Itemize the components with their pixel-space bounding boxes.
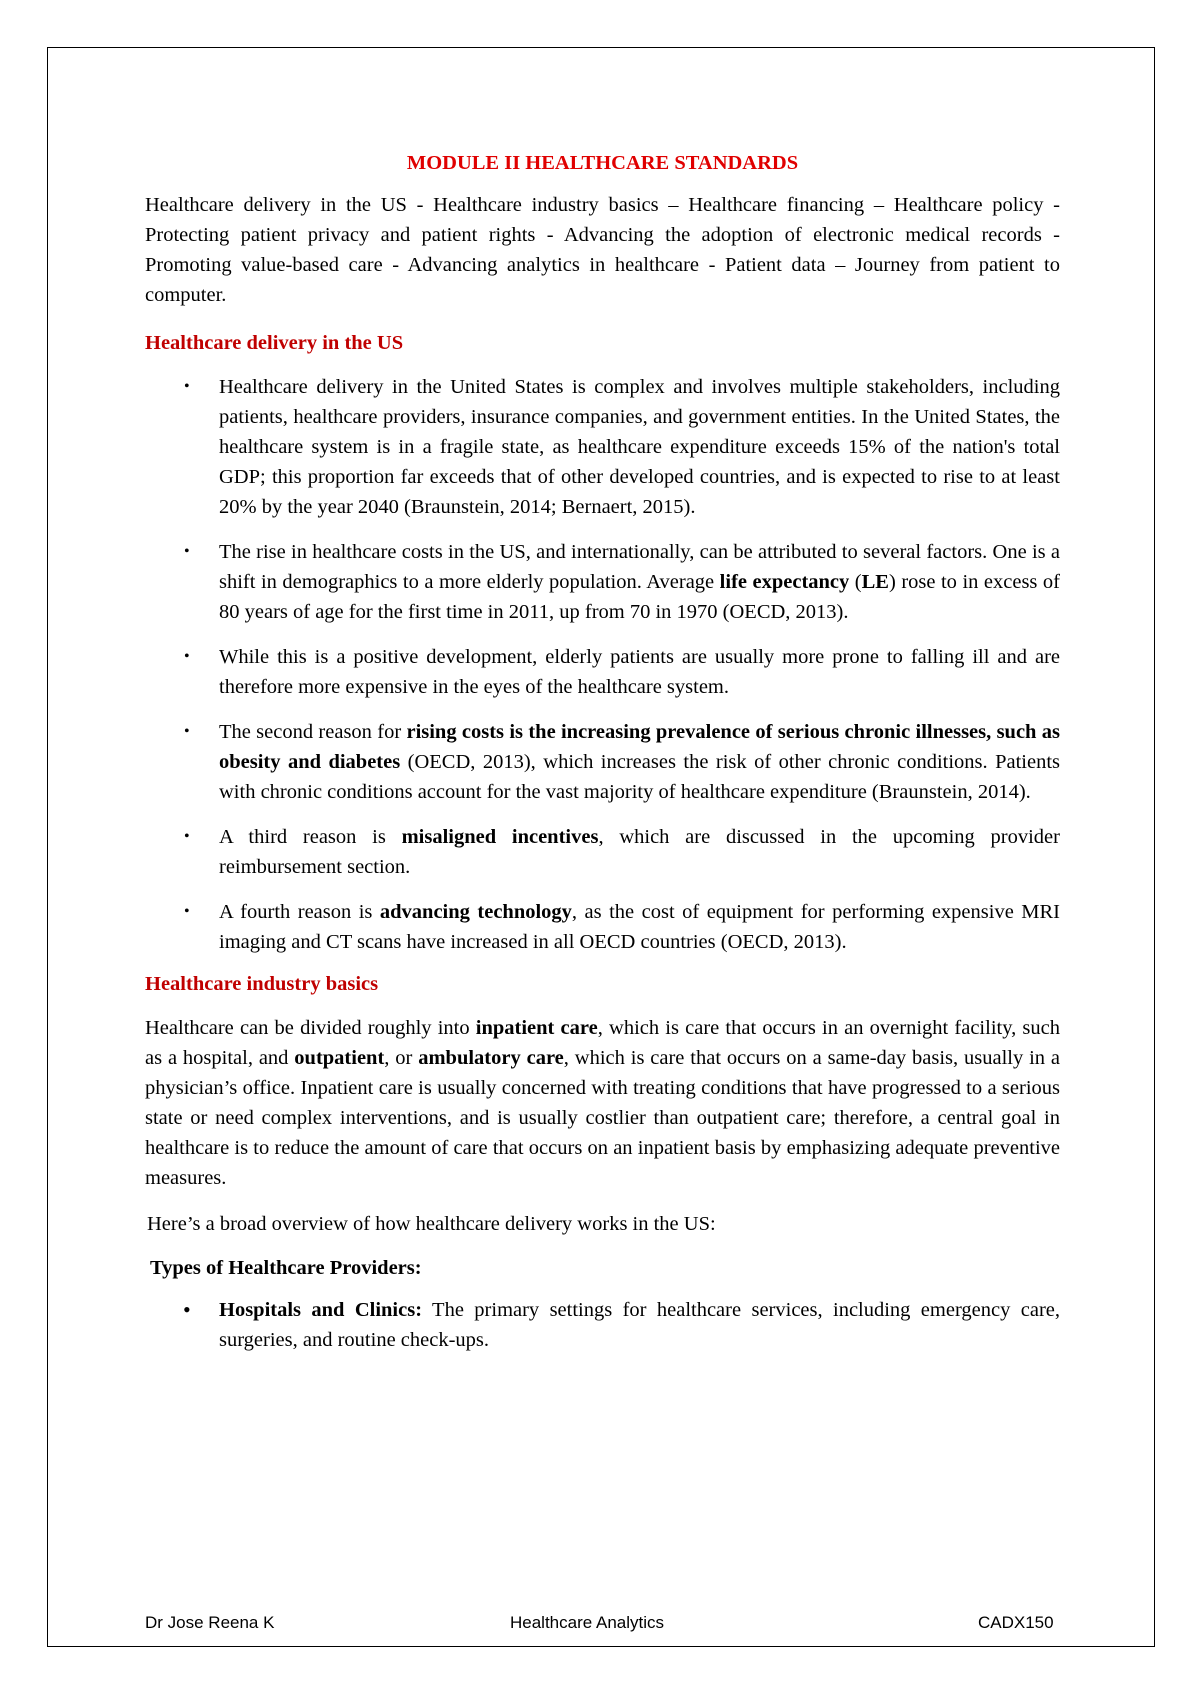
bold-term: Hospitals and Clinics: [219,1299,423,1321]
list-item [145,822,1060,882]
types-heading: Types of Healthcare Providers: [150,1257,422,1279]
list-item [145,642,1060,702]
list-item [145,1295,1060,1355]
bullet-icon: • [184,378,190,395]
bullet-text: The rise in healthcare costs in the US, and internationally, can be attributed to several factors. One is a shift in demographics to a more elderly population. Average [219,541,1060,593]
paragraph-text: , which is care that occurs on a same-day basis, usually in a physician’s office. Inpatient care is usually concerned with treating conditions that have progressed to a serious state or need complex interventions, and is usually costlier than outpatient care; therefore, a central goal in healthcare is to reduce the amount of care that occurs on an inpatient basis by emphasizing adequate preventive measures. [145,1047,1060,1189]
bullet-text: While this is a positive development, elderly patients are usually more prone to falling ill and are therefore more expensive in the eyes of the healthcare system. [219,646,1060,698]
industry-basics-paragraph [145,1013,1060,1193]
bold-term: inpatient care [475,1017,598,1039]
section-heading-delivery: Healthcare delivery in the US [145,332,404,354]
bullet-icon: • [183,1297,191,1322]
footer-code: CADX150 [978,1613,1054,1632]
list-item [145,897,1060,957]
bullet-icon: • [184,648,190,665]
intro-paragraph: Healthcare delivery in the US - Healthcare industry basics – Healthcare financing – Healthcare policy - Protecting patient privacy and patient rights - Advancing the adoption of electronic medical records - Promoting value-based care - Advancing analytics in healthcare - Patient data – Journey from patient to computer. [145,194,1060,306]
list-item [145,717,1060,807]
paragraph-text: Healthcare can be divided roughly into [145,1017,476,1039]
bullet-text: , as the cost of equipment for performing expensive MRI imaging and CT scans have increased in all OECD countries (OECD, 2013). [219,901,1061,953]
bullet-icon: • [184,723,190,740]
bullet-text: The second reason for [219,721,407,743]
document-body [145,148,1060,1367]
bold-term: misaligned incentives [401,826,599,848]
footer-author: Dr Jose Reena K [145,1613,275,1632]
bullet-text: The primary settings for healthcare services, including emergency care, surgeries, and routine check-ups. [219,1299,1060,1351]
bold-term: life expectancy [719,571,850,593]
delivery-bullet-list [145,372,1060,957]
provider-types-list [145,1295,1060,1355]
bullet-text: Healthcare delivery in the United States is complex and involves multiple stakeholders, including patients, healthcare providers, insurance companies, and government entities. In the United States, the healthcare system is in a fragile state, as healthcare expenditure exceeds 15% of the nation's total GDP; this proportion far exceeds that of other developed countries, and is expected to rise to at least 20% by the year 2040 (Braunstein, 2014; Bernaert, 2015). [219,376,1060,518]
bullet-text: ( [849,571,862,593]
bullet-text: A fourth reason is [219,901,380,923]
bold-term: LE [861,571,889,593]
bullet-icon: • [184,903,190,920]
bold-term: rising costs is the increasing prevalence of serious chronic illnesses, such as obesity and diabetes [219,721,1060,773]
bullet-text: (OECD, 2013), which increases the risk of other chronic conditions. Patients with chronic conditions account for the vast majority of healthcare expenditure (Braunstein, 2014). [219,751,1060,803]
bold-term: outpatient [294,1047,385,1069]
bullet-icon: • [184,543,190,560]
bullet-text: , which are discussed in the upcoming provider reimbursement section. [219,826,1060,878]
bullet-text: A third reason is [219,826,402,848]
footer-course: Healthcare Analytics [510,1613,665,1632]
paragraph-text: , or [384,1047,419,1069]
overview-line: Here’s a broad overview of how healthcare delivery works in the US: [147,1213,716,1235]
list-item [145,537,1060,627]
list-item [145,372,1060,522]
section-heading-industry-basics: Healthcare industry basics [145,973,379,995]
bold-term: ambulatory care [418,1047,564,1069]
bullet-icon: • [184,828,190,845]
page-title: MODULE II HEALTHCARE STANDARDS [406,152,799,174]
bullet-text: ) rose to in excess of 80 years of age for the first time in 2011, up from 70 in 1970 (OECD, 2013). [219,571,1060,623]
bold-term: advancing technology [379,901,572,923]
paragraph-text: , which is care that occurs in an overnight facility, such as a hospital, and [145,1017,1060,1069]
